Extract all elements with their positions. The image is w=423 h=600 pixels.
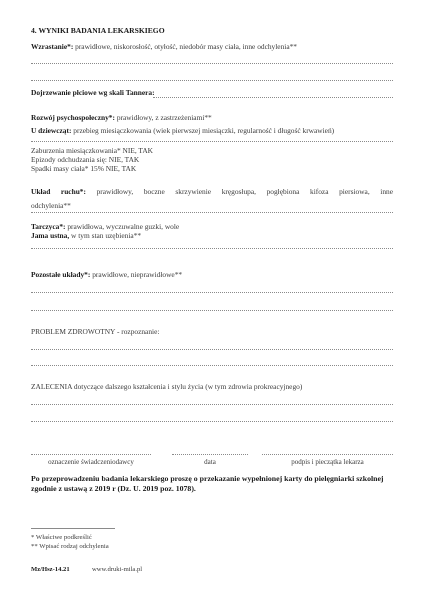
uklad-ruchu-fill-line[interactable]: [31, 212, 393, 213]
rozwoj-label: Rozwój psychospołeczny*:: [31, 113, 115, 122]
form-code: Mz/Hsz-14.21: [31, 566, 70, 573]
date-signature-line[interactable]: [172, 454, 248, 455]
zaburzenia-line[interactable]: Zaburzenia miesiączkowania* NIE, TAK: [31, 146, 153, 155]
zalecenia-fill-line-2[interactable]: [31, 421, 393, 422]
pozostale-options[interactable]: prawidłowe, nieprawidłowe**: [90, 270, 183, 279]
footnote-deviation: ** Wpisać rodzaj odchylenia: [31, 543, 109, 550]
uklad-ruchu-cont[interactable]: odchylenia**: [31, 201, 71, 210]
spadki-line[interactable]: Spadki masy ciała* 15% NIE, TAK: [31, 164, 137, 173]
jama-label: Jama ustna,: [31, 231, 70, 240]
jama-options[interactable]: w tym stan uzębienia**: [69, 231, 142, 240]
zalecenia-fill-line[interactable]: [31, 404, 393, 405]
jama-field: [31, 231, 141, 240]
dziewczat-label: U dziewcząt:: [31, 126, 72, 135]
publisher-url: www.druki-mila.pl: [92, 566, 143, 573]
provider-signature-line[interactable]: [31, 454, 151, 455]
uklad-ruchu-options[interactable]: prawidłowy, boczne skrzywienie kręgosłupa, pogłębiona kifoza piersiowa, inne: [85, 187, 393, 196]
footnote-underline: * Właściwe podkreślić: [31, 534, 92, 541]
dojrzewanie-label: Dojrzewanie płciowe wg skali Tannera:: [31, 88, 155, 97]
wzrastanie-fill-line-2[interactable]: [31, 80, 393, 81]
rozwoj-field: [31, 113, 212, 122]
pozostale-fill-line-2[interactable]: [31, 310, 393, 311]
problem-fill-line[interactable]: [31, 349, 393, 350]
tarczyca-field: [31, 222, 179, 231]
wzrastanie-label: Wzrastanie*:: [31, 42, 74, 51]
problem-fill-line-2[interactable]: [31, 365, 393, 366]
pozostale-label: Pozostałe układy*:: [31, 270, 91, 279]
problem-label: PROBLEM ZDROWOTNY - rozpoznanie:: [31, 327, 160, 336]
pozostale-field: [31, 270, 182, 279]
transfer-notice: Po przeprowadzeniu badania lekarskiego proszę o przekazanie wypełnionej karty do pielęgniarki szkolnej zgodnie z ustawą z 2019 r (Dz. U. 2019 poz. 1078).: [31, 474, 384, 493]
dziewczat-field: [31, 126, 334, 135]
doctor-signature-line[interactable]: [262, 454, 393, 455]
uklad-ruchu-field: [31, 187, 393, 196]
provider-caption: oznaczenie świadczeniodawcy: [48, 458, 134, 466]
section-title: 4. WYNIKI BADANIA LEKARSKIEGO: [31, 26, 165, 35]
dziewczat-options[interactable]: przebieg miesiączkowania (wiek pierwszej miesiączki, regularność i długość krwawień): [71, 126, 335, 135]
wzrastanie-fill-line[interactable]: [31, 63, 393, 64]
footnote-divider: [31, 528, 115, 529]
doctor-caption: podpis i pieczątka lekarza: [291, 458, 364, 466]
zalecenia-label: ZALECENIA dotyczące dalszego kształcenia i stylu życia (w tym zdrowia prokreacyjnego): [31, 382, 303, 391]
rozwoj-options[interactable]: prawidłowy, z zastrzeżeniami**: [114, 113, 212, 122]
epizody-line[interactable]: Epizody odchudzania się: NIE, TAK: [31, 155, 140, 164]
uklad-ruchu-label: Układ ruchu*:: [31, 187, 86, 196]
dojrzewanie-fill-line[interactable]: [153, 97, 393, 98]
dziewczat-fill-line[interactable]: [31, 141, 393, 142]
jama-fill-line[interactable]: [31, 248, 393, 249]
pozostale-fill-line[interactable]: [31, 292, 393, 293]
wzrastanie-field: [31, 42, 297, 51]
tarczyca-options[interactable]: prawidłowa, wyczuwalne guzki, wole: [65, 222, 180, 231]
tarczyca-label: Tarczyca*:: [31, 222, 66, 231]
wzrastanie-options[interactable]: prawidłowe, niskorosłość, otyłość, niedobór masy ciała, inne odchylenia**: [73, 42, 298, 51]
date-caption: data: [204, 458, 216, 466]
